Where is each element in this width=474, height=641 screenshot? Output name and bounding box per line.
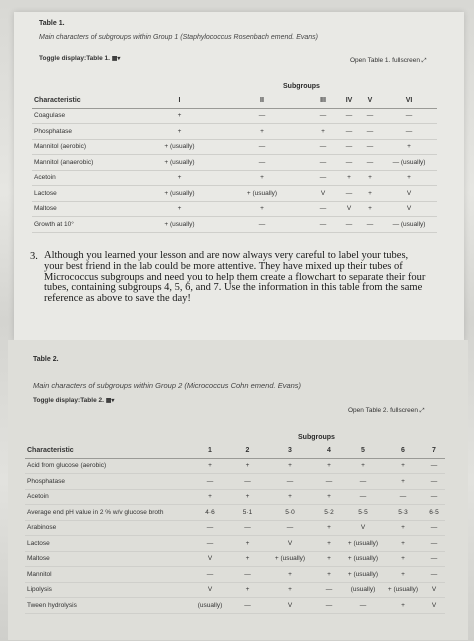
table-cell: + xyxy=(383,474,423,490)
table-header-row xyxy=(25,443,445,458)
table-cell: + (usually) xyxy=(142,186,217,202)
table-cell: 5·0 xyxy=(265,505,315,521)
table-cell: V xyxy=(381,201,437,217)
table-cell: V xyxy=(307,186,339,202)
table-row xyxy=(25,458,445,474)
table-cell: — xyxy=(423,567,445,583)
table-cell: + (usually) xyxy=(343,536,383,552)
table-cell: — xyxy=(265,520,315,536)
table-cell: + xyxy=(383,567,423,583)
table-cell: — xyxy=(315,582,343,598)
table-cell: — xyxy=(230,520,265,536)
table-cell: — xyxy=(217,155,307,171)
column-header: 2 xyxy=(230,443,265,458)
column-header: Characteristic xyxy=(32,93,142,108)
row-characteristic: Phosphatase xyxy=(25,474,190,490)
table-cell: — xyxy=(423,474,445,490)
row-characteristic: Coagulase xyxy=(32,108,142,124)
table-cell: — xyxy=(230,474,265,490)
column-header: I xyxy=(142,93,217,108)
table1-label: Table 1. xyxy=(39,20,65,27)
table-cell: 6·5 xyxy=(423,505,445,521)
table-row xyxy=(25,505,445,521)
table-cell: — xyxy=(307,108,339,124)
table-cell: — xyxy=(339,217,359,233)
table-cell: + xyxy=(190,458,230,474)
table2-label: Table 2. xyxy=(33,356,59,363)
table-cell: + xyxy=(315,489,343,505)
question-number: 3. xyxy=(30,251,38,262)
table2-toggle-display[interactable] xyxy=(33,397,114,404)
table-cell: — xyxy=(423,489,445,505)
row-characteristic: Acetoin xyxy=(25,489,190,505)
table-cell: + xyxy=(315,567,343,583)
table-cell: — xyxy=(190,520,230,536)
table-cell: V xyxy=(265,536,315,552)
table-cell: + (usually) xyxy=(142,139,217,155)
table-cell: — xyxy=(339,124,359,140)
table-cell: — xyxy=(359,217,381,233)
table-row xyxy=(32,186,437,202)
table1 xyxy=(32,93,437,233)
table-row xyxy=(25,598,445,614)
table-cell: + xyxy=(315,551,343,567)
table-cell: — xyxy=(359,124,381,140)
table-cell: — xyxy=(217,108,307,124)
row-characteristic: Lactose xyxy=(25,536,190,552)
table-cell: — xyxy=(190,567,230,583)
table-row xyxy=(25,582,445,598)
table-row xyxy=(25,536,445,552)
table-cell: + xyxy=(359,170,381,186)
table-cell: + xyxy=(383,536,423,552)
column-header: Characteristic xyxy=(25,443,190,458)
table-cell: — xyxy=(359,139,381,155)
table-cell: — xyxy=(190,474,230,490)
row-characteristic: Growth at 10° xyxy=(32,217,142,233)
table2-toggle-label: Toggle display:Table 2. xyxy=(33,397,104,404)
table-cell: + xyxy=(359,201,381,217)
row-characteristic: Mannitol (anaerobic) xyxy=(32,155,142,171)
table-cell: V xyxy=(343,520,383,536)
table-row xyxy=(25,551,445,567)
table-cell: + xyxy=(142,201,217,217)
table-cell: V xyxy=(381,186,437,202)
table-cell: + xyxy=(343,458,383,474)
table-cell: + xyxy=(230,458,265,474)
row-characteristic: Tween hydrolysis xyxy=(25,598,190,614)
row-characteristic: Mannitol (aerobic) xyxy=(32,139,142,155)
column-header: 4 xyxy=(315,443,343,458)
table2-subgroups-label: Subgroups xyxy=(298,434,335,441)
table1-open-fullscreen-link[interactable] xyxy=(350,57,427,65)
table-cell: V xyxy=(423,598,445,614)
table-cell: (usually) xyxy=(343,582,383,598)
row-characteristic: Lipolysis xyxy=(25,582,190,598)
table-cell: — xyxy=(307,217,339,233)
table-cell: — xyxy=(307,170,339,186)
table1-toggle-display[interactable] xyxy=(39,55,120,62)
column-header: VI xyxy=(381,93,437,108)
row-characteristic: Acid from glucose (aerobic) xyxy=(25,458,190,474)
table-cell: (usually) xyxy=(190,598,230,614)
table-cell: — xyxy=(359,108,381,124)
table-cell: + xyxy=(217,124,307,140)
table-cell: + xyxy=(383,551,423,567)
table-cell: — xyxy=(307,155,339,171)
expand-arrow-icon: ⤢ xyxy=(419,408,425,414)
table1-open-label: Open Table 1. fullscreen xyxy=(350,57,420,64)
table-cell: + xyxy=(142,108,217,124)
row-characteristic: Acetoin xyxy=(32,170,142,186)
column-header: 3 xyxy=(265,443,315,458)
table-cell: + xyxy=(217,170,307,186)
table-cell: V xyxy=(190,551,230,567)
table2-open-fullscreen-link[interactable] xyxy=(348,407,425,415)
column-header: 7 xyxy=(423,443,445,458)
table-cell: + (usually) xyxy=(343,567,383,583)
table-cell: — (usually) xyxy=(381,217,437,233)
table-row xyxy=(25,489,445,505)
table-cell: — xyxy=(217,217,307,233)
table-cell: + xyxy=(307,124,339,140)
table-cell: 5·5 xyxy=(343,505,383,521)
table-cell: — xyxy=(343,489,383,505)
table1-subgroups-label: Subgroups xyxy=(283,83,320,90)
row-characteristic: Mannitol xyxy=(25,567,190,583)
table-cell: + (usually) xyxy=(142,217,217,233)
table-cell: + xyxy=(142,170,217,186)
table-cell: — xyxy=(339,186,359,202)
table-cell: V xyxy=(339,201,359,217)
table-row xyxy=(25,474,445,490)
row-characteristic: Maltose xyxy=(32,201,142,217)
table2 xyxy=(25,443,445,614)
table-cell: — xyxy=(343,474,383,490)
table-cell: + xyxy=(315,458,343,474)
table-cell: — xyxy=(423,551,445,567)
table-row xyxy=(32,201,437,217)
table-cell: + (usually) xyxy=(343,551,383,567)
table-cell: + xyxy=(230,582,265,598)
table-cell: — xyxy=(190,536,230,552)
table-cell: — xyxy=(383,489,423,505)
table-cell: 4·6 xyxy=(190,505,230,521)
table-cell: + xyxy=(383,520,423,536)
column-header: II xyxy=(217,93,307,108)
table-row xyxy=(32,170,437,186)
table-cell: — xyxy=(217,139,307,155)
table-row xyxy=(25,567,445,583)
caret-down-icon: ▾ xyxy=(111,398,115,404)
table-cell: + xyxy=(383,598,423,614)
table-cell: + xyxy=(383,458,423,474)
table-cell: — xyxy=(307,139,339,155)
expand-arrow-icon: ⤢ xyxy=(421,58,427,64)
column-header: V xyxy=(359,93,381,108)
table-cell: V xyxy=(265,598,315,614)
table-cell: + xyxy=(339,170,359,186)
column-header: 1 xyxy=(190,443,230,458)
table-cell: 5·2 xyxy=(315,505,343,521)
column-header: 6 xyxy=(383,443,423,458)
table-cell: + xyxy=(381,139,437,155)
row-characteristic: Arabinose xyxy=(25,520,190,536)
table-cell: + xyxy=(315,520,343,536)
table-cell: — xyxy=(339,108,359,124)
table-cell: V xyxy=(423,582,445,598)
table-icon: ▦ xyxy=(111,56,118,62)
table-cell: — xyxy=(359,155,381,171)
table-cell: — xyxy=(423,458,445,474)
table-cell: + (usually) xyxy=(217,186,307,202)
table-cell: + xyxy=(217,201,307,217)
table-cell: + xyxy=(265,567,315,583)
table1-caption: Main characters of subgroups within Group 1 (Staphylococcus Rosenbach emend. Evans) xyxy=(39,34,318,41)
table2-open-label: Open Table 2. fullscreen xyxy=(348,407,418,414)
table-cell: + xyxy=(265,458,315,474)
table-cell: + (usually) xyxy=(383,582,423,598)
table-cell: — xyxy=(423,520,445,536)
table-cell: — xyxy=(265,474,315,490)
table-cell: — xyxy=(339,155,359,171)
table-cell: + xyxy=(265,582,315,598)
row-characteristic: Phosphatase xyxy=(32,124,142,140)
question-text: Although you learned your lesson and are now always very careful to label your tubes, your best friend in the lab could be more attentive. They have mixed up their tubes of Micrococcus subgroups and need you to help them create a flowchart to separate their four tubes, containing subgroups 4, 5, 6, and 7. Use the information in this table from the same reference as above to save the day! xyxy=(44,250,426,305)
table-cell: + xyxy=(315,536,343,552)
table-cell: — xyxy=(381,108,437,124)
table-header-row xyxy=(32,93,437,108)
table-cell: — xyxy=(315,598,343,614)
table-cell: — xyxy=(343,598,383,614)
table-cell: + xyxy=(142,124,217,140)
table2-caption: Main characters of subgroups within Group 2 (Micrococcus Cohn emend. Evans) xyxy=(33,381,302,390)
column-header: III xyxy=(307,93,339,108)
table-cell: + (usually) xyxy=(142,155,217,171)
table-cell: + xyxy=(381,170,437,186)
table-row xyxy=(32,108,437,124)
table-row xyxy=(32,217,437,233)
table1-toggle-label: Toggle display:Table 1. xyxy=(39,55,110,62)
row-characteristic: Average end pH value in 2 % w/v glucose broth xyxy=(25,505,190,521)
caret-down-icon: ▾ xyxy=(117,56,121,62)
table-cell: + xyxy=(230,551,265,567)
table-cell: V xyxy=(190,582,230,598)
table-cell: 5·1 xyxy=(230,505,265,521)
column-header: 5 xyxy=(343,443,383,458)
table-cell: — xyxy=(230,567,265,583)
table-cell: — xyxy=(423,536,445,552)
table-cell: — (usually) xyxy=(381,155,437,171)
table-row xyxy=(25,520,445,536)
table-cell: — xyxy=(315,474,343,490)
table-cell: + (usually) xyxy=(265,551,315,567)
table-cell: 5·3 xyxy=(383,505,423,521)
table-cell: + xyxy=(230,536,265,552)
row-characteristic: Maltose xyxy=(25,551,190,567)
table-cell: — xyxy=(339,139,359,155)
table-icon: ▦ xyxy=(105,398,112,404)
table-row xyxy=(32,124,437,140)
column-header: IV xyxy=(339,93,359,108)
table-cell: + xyxy=(230,489,265,505)
table-cell: — xyxy=(381,124,437,140)
table-cell: + xyxy=(359,186,381,202)
table-cell: — xyxy=(230,598,265,614)
table-row xyxy=(32,155,437,171)
table-cell: + xyxy=(265,489,315,505)
row-characteristic: Lactose xyxy=(32,186,142,202)
table-cell: — xyxy=(307,201,339,217)
table-row xyxy=(32,139,437,155)
table-cell: + xyxy=(190,489,230,505)
